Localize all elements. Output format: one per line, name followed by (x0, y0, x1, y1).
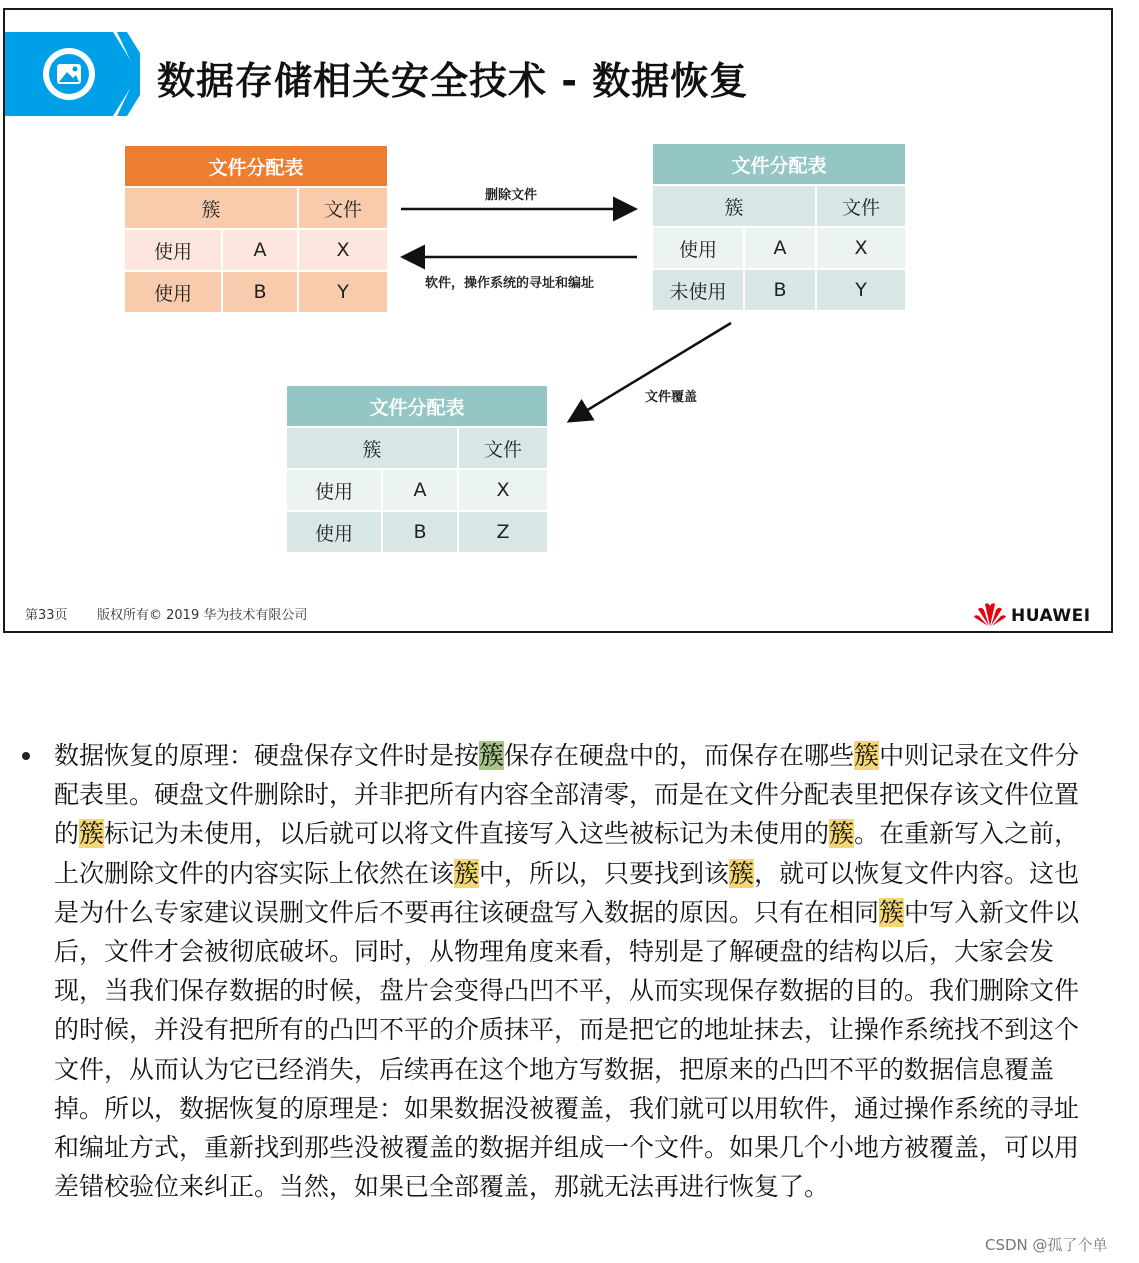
highlight: 簇 (454, 858, 480, 888)
status-cell: 使用 (652, 227, 744, 269)
cluster-cell: A (382, 469, 458, 511)
cluster-cell: A (744, 227, 816, 269)
col-file: 文件 (458, 427, 548, 469)
highlight: 簇 (879, 897, 905, 927)
text-run: 中写入新文件以后，文件才会被彻底破坏。同时，从物理角度来看，特别是了解硬盘的结构以后，大家会发现，当我们保存数据的时候，盘片会变得凸凹不平，从而实现保存数据的目的。我们删除文件的时候，并没有把所有的凸凹不平的介质抹平，而是把它的地址抹去，让操作系统找不到这个文件，从而认为它已经消失，后续再在这个地方写数据，把原来的凸凹不平的数据信息覆盖掉。所以，数据恢复的原理是：如果数据没被覆盖，我们就可以用软件，通过操作系统的寻址和编址方式，重新找到那些没被覆盖的数据并组成一个文件。如果几个小地方被覆盖，可以用差错校验位来纠正。当然，如果已全部覆盖，那就无法再进行恢复了。 (54, 897, 1080, 1202)
status-cell: 未使用 (652, 269, 744, 311)
file-cell: Z (458, 511, 548, 553)
cluster-cell: A (222, 229, 298, 271)
highlight: 簇 (854, 741, 880, 770)
file-cell: X (298, 229, 388, 271)
col-cluster: 簇 (286, 427, 458, 469)
highlight: 簇 (79, 819, 105, 849)
slide-title: 数据存储相关安全技术 - 数据恢复 (157, 59, 749, 103)
text-run: 数据恢复的原理：硬盘保存文件时是按 (54, 741, 480, 770)
recover-arrow-label: 软件，操作系统的寻址和编址 (425, 276, 595, 291)
brand-name: HUAWEI (1011, 606, 1091, 626)
text-run: 。在重新写入之前，上次删除文件的内容实际上依然在该 (54, 819, 1080, 888)
explanation-paragraph (54, 736, 1094, 1206)
highlight: 簇 (829, 819, 855, 849)
bullet-dot (22, 752, 30, 760)
table-title: 文件分配表 (286, 385, 548, 427)
file-cell: Y (816, 269, 906, 311)
overwrite-arrow-label: 文件覆盖 (645, 390, 698, 405)
delete-arrow-label: 删除文件 (485, 188, 538, 203)
overwrite-arrow (571, 323, 731, 420)
status-cell: 使用 (124, 271, 222, 313)
table-title: 文件分配表 (652, 143, 906, 185)
status-cell: 使用 (286, 511, 382, 553)
col-cluster: 簇 (652, 185, 816, 227)
text-run: 中则记录在文件分配表里。硬盘文件删除时，并非把所有内容全部清零，而是在文件分配表里把保存该文件位置的 (54, 741, 1080, 849)
file-cell: Y (298, 271, 388, 313)
cluster-cell: B (382, 511, 458, 553)
text-run: 中，所以，只要找到该 (479, 858, 730, 888)
cluster-cell: B (744, 269, 816, 311)
text-run: 标记为未使用，以后就可以将文件直接写入这些被标记为未使用的 (104, 819, 830, 849)
status-cell: 使用 (286, 469, 382, 511)
text-run: ，就可以恢复文件内容。这也是为什么专家建议误删文件后不要再往该硬盘写入数据的原因。只有在相同 (54, 858, 1080, 927)
file-cell: X (458, 469, 548, 511)
col-file: 文件 (816, 185, 906, 227)
file-cell: X (816, 227, 906, 269)
highlight: 簇 (479, 741, 505, 770)
slide (3, 8, 1113, 633)
highlight: 簇 (729, 858, 755, 888)
huawei-logo-icon (973, 600, 1007, 628)
col-file: 文件 (298, 187, 388, 229)
cluster-cell: B (222, 271, 298, 313)
copyright: 版权所有© 2019 华为技术有限公司 (97, 608, 308, 623)
watermark: CSDN @孤了个单 (985, 1236, 1108, 1254)
arrows-layer (5, 10, 1111, 631)
page-number: 第33页 (25, 608, 68, 623)
status-cell: 使用 (124, 229, 222, 271)
text-run: 保存在硬盘中的，而保存在哪些 (504, 741, 855, 770)
table-title: 文件分配表 (124, 145, 388, 187)
col-cluster: 簇 (124, 187, 298, 229)
